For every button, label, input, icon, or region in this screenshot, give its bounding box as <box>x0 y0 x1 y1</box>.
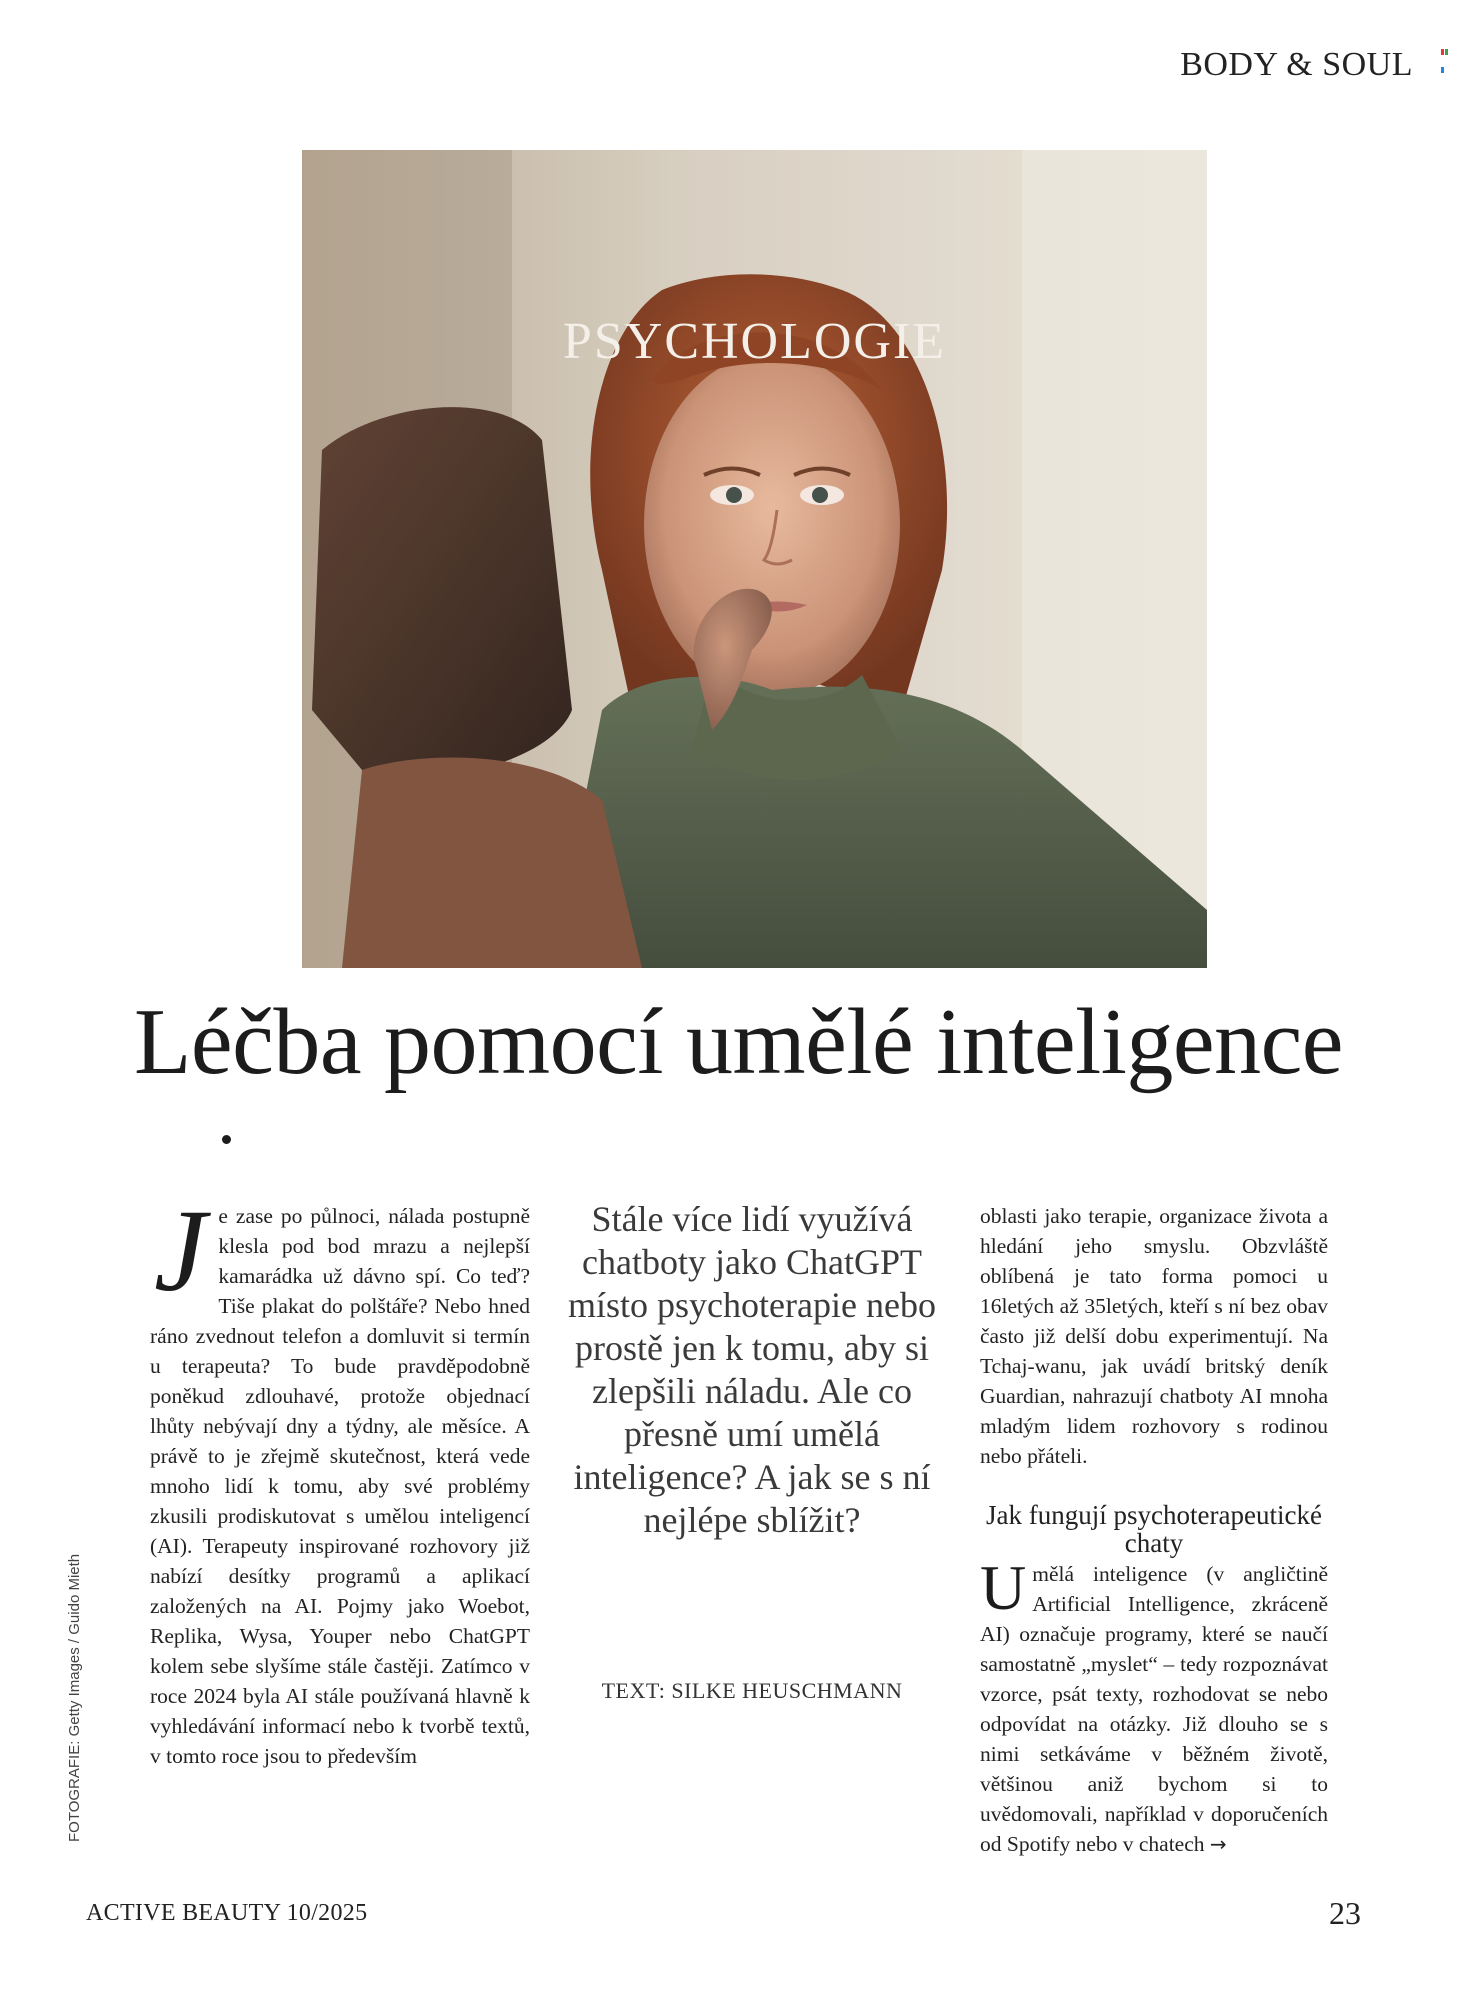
pull-quote: Stále více lidí využívá chatboty jako ChatGPT místo psychoterapie nebo prostě jen k tomu, aby si zlepšili náladu. Ale co přesně umí umělá inteligence? A jak se s ní nejlépe sblížit? <box>568 1199 936 1540</box>
article-title: Léčba pomocí umělé inteligence <box>133 990 1344 1094</box>
byline: TEXT: SILKE HEUSCHMANN <box>601 1678 903 1703</box>
section-drop-cap: U <box>980 1552 1027 1623</box>
drop-cap-dot <box>222 1135 231 1144</box>
photo-woman-with-smartphone-icon <box>302 150 1207 968</box>
color-mark-green <box>1445 49 1448 55</box>
color-mark-red <box>1441 49 1444 55</box>
section-text: mělá inteligence (v angličtině Artificial Intelligence, zkráceně AI) označuje programy, které se naučí samostatně „myslet“ – tedy rozpoznávat vzorce, psát texty, rozhodovat se nebo odpovídat na otázky. Již dlouho se s nimi setkáváme v běžném životě, většinou aniž bychom si to uvědomovali, například v doporučeních od Spotify nebo v chatech <box>980 1562 1328 1856</box>
right-column-paragraph: oblasti jako terapie, organizace života a hledání jeho smyslu. Obzvláště oblíbená je tato forma pomoci u 16letých až 35letých, kteří s ní bez obav často již delší dobu experimentují. Na Tchaj-wanu, jak uvádí britský deník Guardian, nahrazují chatboty AI mnoha mladým lidem rozhovory s rodinou nebo přáteli. <box>980 1204 1328 1468</box>
color-mark-icon <box>1441 42 1451 48</box>
hero-photo <box>302 150 1207 968</box>
photo-credit: FOTOGRAFIE: Getty Images / Guido Mieth <box>66 1553 83 1842</box>
intro-text: e zase po půlnoci, nálada postupně klesla pod bod mrazu a nejlepší kamarádka už dávno spí. Co teď? Tiše plakat do polštáře? Nebo hned ráno zvednout telefon a domluvit si termín u terapeuta? To bude pravděpodobně poněkud zdlouhavé, protože objednací lhůty nebývají dny a týdny, ale měsíce. A právě to je zřejmě skutečnost, která vede mnoho lidí k tomu, aby své problémy zkusili prodiskutovat s umělou inteligencí (AI). Terapeuty inspirované rozhovory již nabízí desítky programů a aplikací založených na AI. Pojmy jako Woebot, Replika, Wysa, Youper nebo ChatGPT kolem sebe slyšíme stále častěji. Zatímco v roce 2024 byla AI stále používaná hlavně k vyhledávání informací nebo k tvorbě textů, v tomto roce jsou to především <box>150 1204 530 1768</box>
drop-cap: J <box>154 1185 207 1316</box>
color-mark-blue <box>1441 67 1444 73</box>
page-number: 23 <box>1329 1895 1361 1931</box>
category-label: PSYCHOLOGIE <box>562 313 947 370</box>
section-subhead: Jak fungují psychoterapeutické chaty <box>986 1500 1322 1558</box>
magazine-issue: ACTIVE BEAUTY 10/2025 <box>86 1900 368 1926</box>
intro-column <box>150 1185 530 1771</box>
continue-arrow-icon: → <box>1209 1832 1227 1856</box>
section-label: BODY & SOUL <box>1180 46 1413 83</box>
right-column-section <box>980 1552 1328 1859</box>
